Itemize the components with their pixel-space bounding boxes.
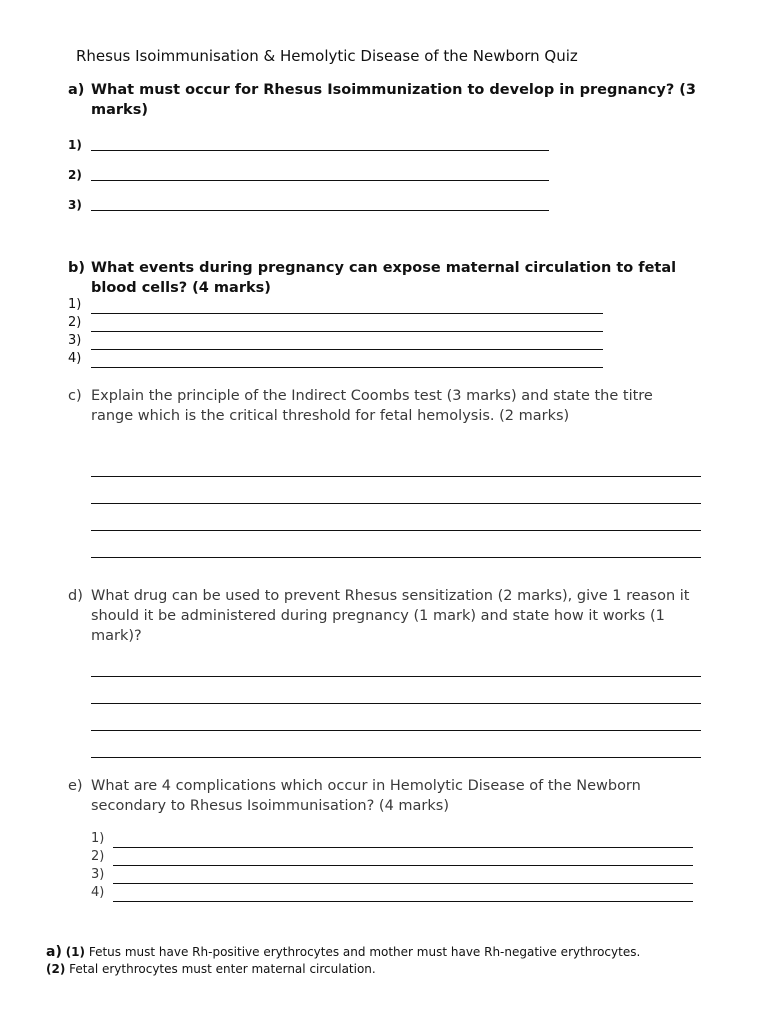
answer-line[interactable] (91, 150, 549, 151)
answer-line[interactable] (91, 676, 701, 677)
question-b-letter: b) (68, 260, 86, 276)
question-c-letter: c) (68, 388, 82, 404)
answer-text-1: Fetus must have Rh-positive erythrocytes and mother must have Rh-negative erythrocytes. (88, 945, 641, 959)
question-e-num-1: 1) (91, 831, 105, 846)
answer-line[interactable] (113, 847, 693, 848)
answer-line[interactable] (113, 883, 693, 884)
answer-text-2: Fetal erythrocytes must enter maternal circulation. (69, 962, 376, 976)
answer-line[interactable] (91, 703, 701, 704)
question-e-num-2: 2) (91, 849, 105, 864)
question-b-num-4: 4) (68, 351, 82, 366)
answer-line[interactable] (113, 901, 693, 902)
question-a-num-3: 3) (68, 198, 82, 212)
answer-a-line-2 (46, 962, 376, 976)
question-e-text: What are 4 complications which occur in Hemolytic Disease of the Newborn secondary to Rhesus Isoimmunisation? (4 marks) (91, 778, 641, 814)
question-e-num-4: 4) (91, 885, 105, 900)
answer-line[interactable] (91, 349, 603, 350)
answer-a-line-1 (46, 944, 640, 960)
question-b-num-2: 2) (68, 315, 82, 330)
answer-line[interactable] (91, 476, 701, 477)
answer-line[interactable] (91, 757, 701, 758)
answer-num-2: (2) (46, 962, 66, 976)
answer-line[interactable] (91, 331, 603, 332)
question-e-letter: e) (68, 778, 83, 794)
question-d-letter: d) (68, 588, 83, 604)
answer-line[interactable] (91, 367, 603, 368)
question-c-text: Explain the principle of the Indirect Coombs test (3 marks) and state the titre range which is the critical threshold for fetal hemolysis. (2 marks) (91, 388, 653, 424)
question-a-letter: a) (68, 82, 85, 98)
question-e-num-3: 3) (91, 867, 105, 882)
answer-line[interactable] (91, 530, 701, 531)
question-b-num-1: 1) (68, 297, 82, 312)
answer-line[interactable] (91, 210, 549, 211)
question-d-text: What drug can be used to prevent Rhesus sensitization (2 marks), give 1 reason it should it be administered during pregnancy (1 mark) and state how it works (1 mark)? (91, 588, 690, 644)
question-a-num-1: 1) (68, 138, 82, 152)
question-a-text: What must occur for Rhesus Isoimmunization to develop in pregnancy? (3 marks) (91, 82, 697, 118)
answer-a-label: a) (46, 944, 62, 960)
answer-line[interactable] (91, 180, 549, 181)
question-b-num-3: 3) (68, 333, 82, 348)
answer-line[interactable] (113, 865, 693, 866)
answer-num-1: (1) (65, 945, 86, 959)
question-b-text: What events during pregnancy can expose maternal circulation to fetal blood cells? (4 marks) (91, 260, 677, 296)
question-a-num-2: 2) (68, 168, 82, 182)
answer-line[interactable] (91, 313, 603, 314)
quiz-title: Rhesus Isoimmunisation & Hemolytic Disease of the Newborn Quiz (76, 47, 578, 65)
answer-line[interactable] (91, 557, 701, 558)
answer-line[interactable] (91, 730, 701, 731)
answer-line[interactable] (91, 503, 701, 504)
